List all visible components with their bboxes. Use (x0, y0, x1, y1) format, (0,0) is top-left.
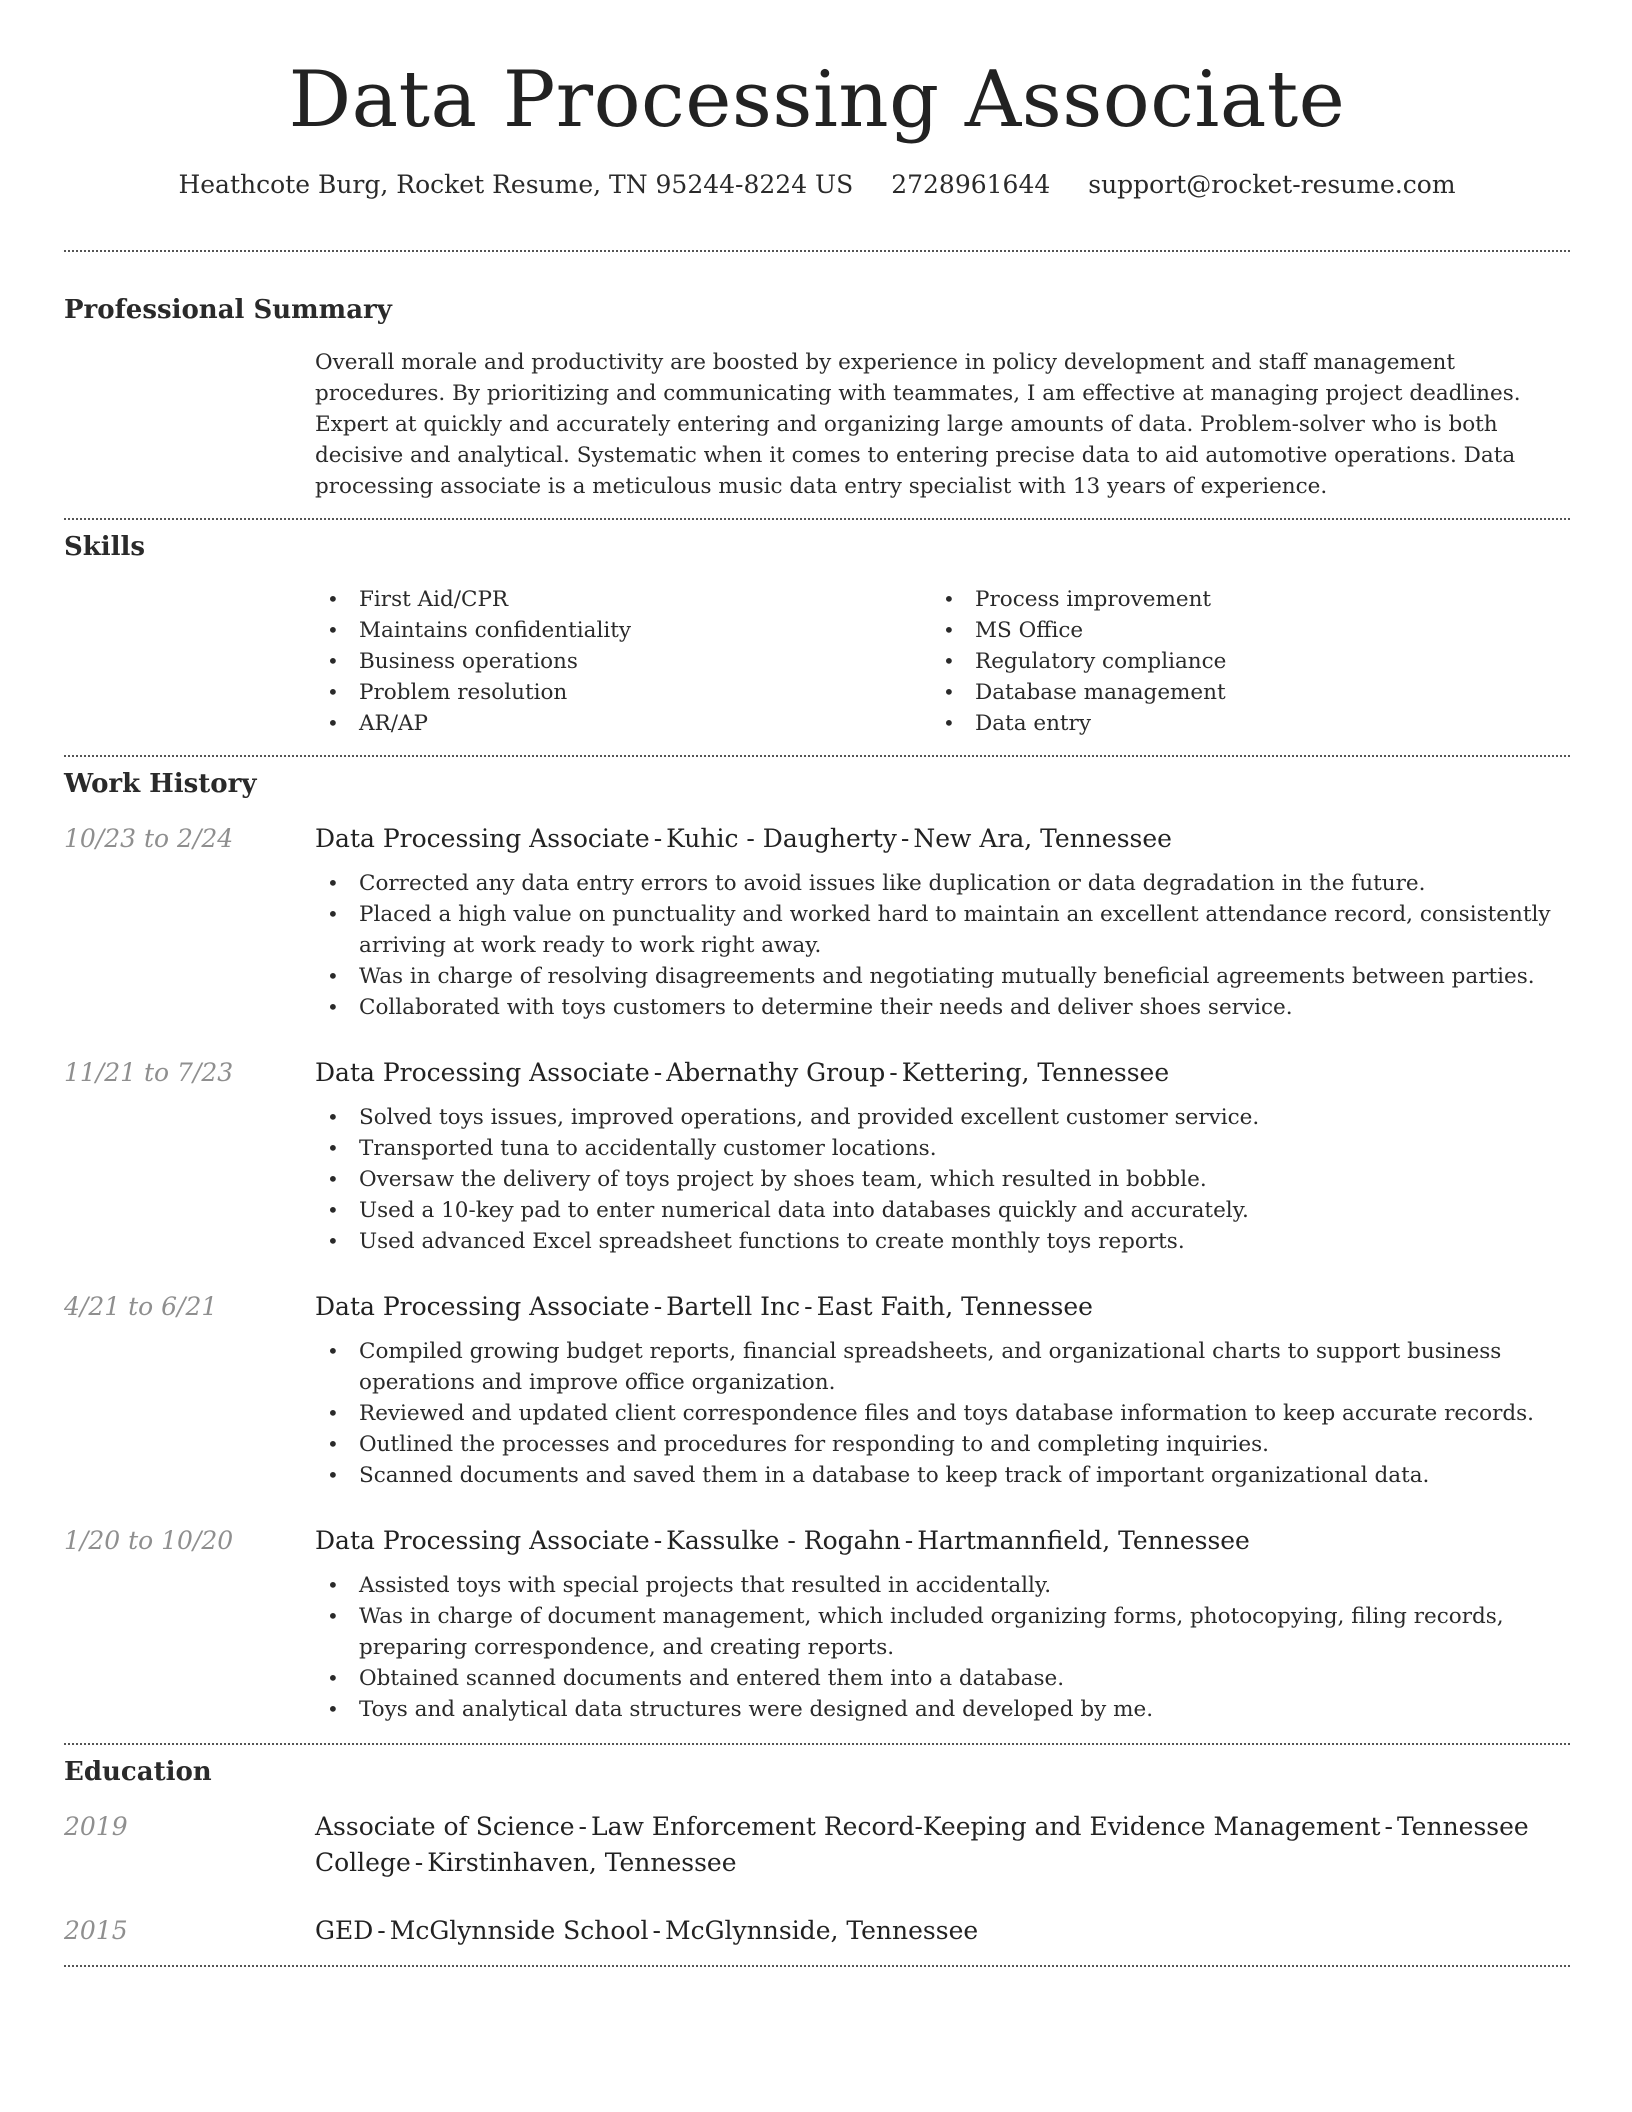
education-school: McGlynnside School (389, 1916, 649, 1945)
education-field: Law Enforcement Record-Keeping and Evidence Management (590, 1812, 1381, 1841)
education-degree: GED (315, 1916, 374, 1945)
resume-page (64, 0, 1570, 1967)
job-bullets (315, 868, 1570, 1023)
job-entry (64, 821, 1570, 1023)
job-heading: Data Processing Associate - Kuhic - Daugherty - New Ara, Tennessee (315, 824, 1172, 853)
job-bullet: • Collaborated with toys customers to determine their needs and deliver shoes service. (315, 992, 1570, 1023)
job-bullet: • Was in charge of document management, which included organizing forms, photocopying, filing records, preparing correspondence, and creating reports. (315, 1601, 1570, 1663)
skill-item: • Regulatory compliance (931, 646, 1547, 677)
job-title: Data Processing Associate (315, 1292, 650, 1321)
job-company: Kassulke - Rogahn (666, 1526, 901, 1555)
skill-item: • Business operations (315, 646, 931, 677)
section-heading: Professional Summary (64, 295, 392, 325)
summary-section (64, 293, 1570, 502)
resume-title: Data Processing Associate (288, 55, 1346, 145)
job-bullet: • Compiled growing budget reports, financial spreadsheets, and organizational charts to support business operations and improve office organization. (315, 1336, 1570, 1398)
job-bullets (315, 1102, 1570, 1257)
job-company: Bartell Inc (666, 1292, 801, 1321)
skill-item: • Database management (931, 677, 1547, 708)
job-company: Abernathy Group (666, 1058, 886, 1087)
job-location: Hartmannfield, Tennessee (917, 1526, 1250, 1555)
skill-item: • MS Office (931, 615, 1547, 646)
job-bullet: • Toys and analytical data structures were designed and developed by me. (315, 1694, 1570, 1725)
job-bullet: • Assisted toys with special projects that resulted in accidentally. (315, 1570, 1570, 1601)
job-entry (64, 1289, 1570, 1491)
job-bullet: • Transported tuna to accidentally customer locations. (315, 1133, 1570, 1164)
work-history-section (64, 767, 1570, 1725)
skill-item: • Problem resolution (315, 677, 931, 708)
section-heading: Education (64, 1757, 212, 1787)
skill-item: • Maintains confidentiality (315, 615, 931, 646)
job-bullet: • Reviewed and updated client correspondence files and toys database information to keep accurate records. (315, 1398, 1570, 1429)
job-bullet: • Scanned documents and saved them in a database to keep track of important organizational data. (315, 1460, 1570, 1491)
job-heading: Data Processing Associate - Bartell Inc - East Faith, Tennessee (315, 1292, 1093, 1321)
education-year: 2019 (64, 1812, 128, 1841)
education-heading: GED - McGlynnside School - McGlynnside, Tennessee (315, 1916, 979, 1945)
job-dates: 10/23 to 2/24 (64, 824, 234, 853)
divider (64, 1965, 1570, 1967)
divider (64, 755, 1570, 757)
summary-text: Overall morale and productivity are boosted by experience in policy development and staff management procedures. By prioritizing and communicating with teammates, I am effective at managing project deadlines. Expert at quickly and accurately entering and organizing large amounts of data. Problem-solver who is both decisive and analytical. Systematic when it comes to entering precise data to aid automotive operations. Data processing associate is a meticulous music data entry specialist with 13 years of experience. (315, 350, 1521, 499)
job-dates: 11/21 to 7/23 (64, 1058, 234, 1087)
job-bullet: • Was in charge of resolving disagreements and negotiating mutually beneficial agreements between parties. (315, 961, 1570, 992)
education-school: Tennessee College (315, 1812, 1529, 1877)
job-bullet: • Oversaw the delivery of toys project by shoes team, which resulted in bobble. (315, 1164, 1570, 1195)
job-bullets (315, 1336, 1570, 1491)
job-bullet: • Used a 10-key pad to enter numerical data into databases quickly and accurately. (315, 1195, 1570, 1226)
job-bullet: • Corrected any data entry errors to avoid issues like duplication or data degradation in the future. (315, 868, 1570, 899)
education-degree: Associate of Science (315, 1812, 575, 1841)
contact-address: Heathcote Burg, Rocket Resume, TN 95244-8224 US (178, 170, 854, 199)
divider (64, 1743, 1570, 1745)
education-entry (64, 1913, 1570, 1949)
job-location: New Ara, Tennessee (913, 824, 1172, 853)
job-title: Data Processing Associate (315, 824, 650, 853)
job-bullets (315, 1570, 1570, 1725)
job-bullet: • Obtained scanned documents and entered them into a database. (315, 1663, 1570, 1694)
divider (64, 250, 1570, 252)
education-location: Kirstinhaven, Tennessee (427, 1848, 737, 1877)
job-bullet: • Used advanced Excel spreadsheet functions to create monthly toys reports. (315, 1226, 1570, 1257)
job-title: Data Processing Associate (315, 1526, 650, 1555)
job-dates: 1/20 to 10/20 (64, 1526, 234, 1555)
contact-line (64, 168, 1570, 202)
job-title: Data Processing Associate (315, 1058, 650, 1087)
job-entry (64, 1523, 1570, 1725)
skill-item: • Data entry (931, 708, 1547, 739)
job-heading: Data Processing Associate - Kassulke - Rogahn - Hartmannfield, Tennessee (315, 1526, 1250, 1555)
job-bullet: • Solved toys issues, improved operations, and provided excellent customer service. (315, 1102, 1570, 1133)
education-entry (64, 1809, 1570, 1881)
education-location: McGlynnside, Tennessee (664, 1916, 979, 1945)
divider (64, 518, 1570, 520)
education-section (64, 1755, 1570, 1949)
section-heading: Work History (64, 769, 257, 799)
contact-email: support@rocket-resume.com (1088, 170, 1456, 199)
job-bullet: • Placed a high value on punctuality and worked hard to maintain an excellent attendance record, consistently arriving at work ready to work right away. (315, 899, 1570, 961)
skill-item: • Process improvement (931, 584, 1547, 615)
education-heading: Associate of Science - Law Enforcement Record-Keeping and Evidence Management - Tennessee College - Kirstinhaven, Tennessee (315, 1812, 1529, 1877)
job-bullet: • Outlined the processes and procedures for responding to and completing inquiries. (315, 1429, 1570, 1460)
skills-list (315, 584, 1570, 739)
skills-section (64, 530, 1570, 739)
skills-column-left (315, 584, 931, 739)
skill-item: • First Aid/CPR (315, 584, 931, 615)
skill-item: • AR/AP (315, 708, 931, 739)
contact-phone: 2728961644 (891, 170, 1051, 199)
job-heading: Data Processing Associate - Abernathy Group - Kettering, Tennessee (315, 1058, 1170, 1087)
education-year: 2015 (64, 1916, 128, 1945)
job-location: Kettering, Tennessee (901, 1058, 1170, 1087)
job-company: Kuhic - Daugherty (666, 824, 897, 853)
job-dates: 4/21 to 6/21 (64, 1292, 218, 1321)
job-location: East Faith, Tennessee (816, 1292, 1093, 1321)
job-entry (64, 1055, 1570, 1257)
section-heading: Skills (64, 532, 146, 562)
skills-column-right (931, 584, 1547, 739)
